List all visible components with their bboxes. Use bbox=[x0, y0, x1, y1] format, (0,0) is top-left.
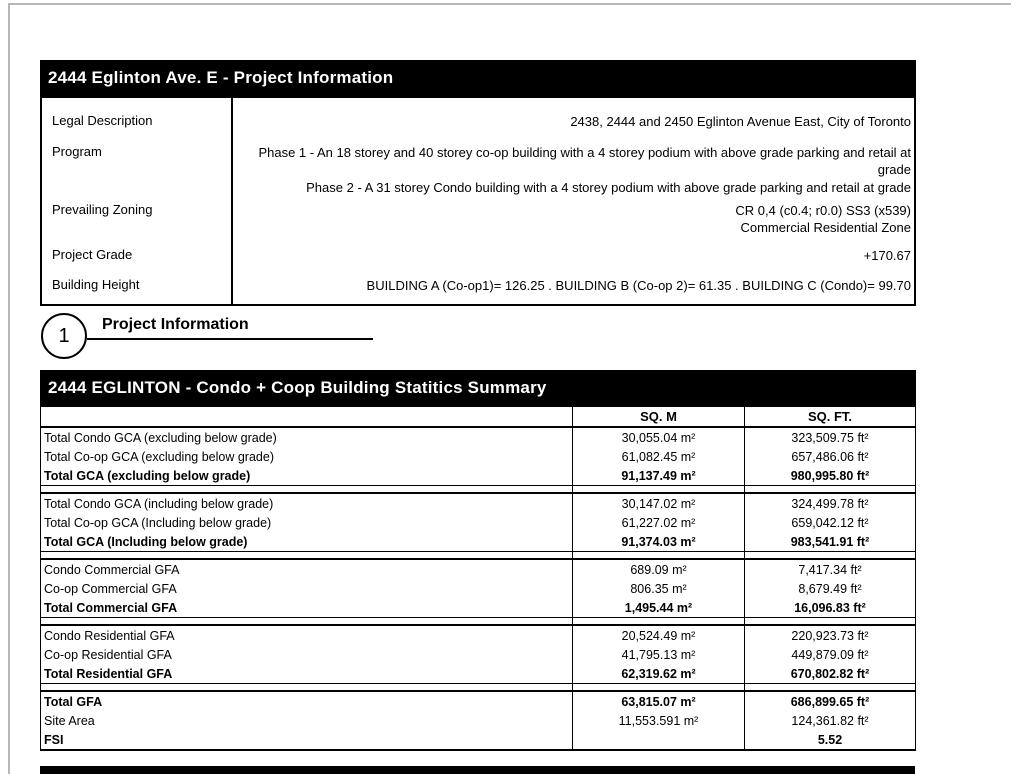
value-line: Commercial Residential Zone bbox=[740, 220, 911, 235]
sqm-value bbox=[573, 730, 745, 749]
table-row bbox=[41, 598, 915, 617]
sqm-value: 63,815.07 m² bbox=[573, 692, 745, 711]
group-spacer-row bbox=[41, 683, 915, 692]
sqft-value: 449,879.09 ft² bbox=[791, 647, 869, 662]
sqft-value: 659,042.12 ft² bbox=[791, 515, 869, 530]
stats-col-header-empty bbox=[41, 407, 573, 426]
table-row bbox=[41, 560, 915, 579]
row-label: Total GCA (excluding below grade) bbox=[41, 466, 573, 485]
value-line: +170.67 bbox=[863, 248, 911, 263]
table-row bbox=[41, 711, 915, 730]
sqm-value: 30,147.02 m² bbox=[573, 494, 745, 513]
sqft-value: 324,499.78 ft² bbox=[791, 496, 869, 511]
row-label: Total Condo GCA (excluding below grade) bbox=[41, 428, 573, 447]
stats-column-header-row bbox=[41, 407, 915, 428]
table-row bbox=[42, 240, 914, 270]
value-line: CR 0,4 (c0.4; r0.0) SS3 (x539) bbox=[735, 203, 911, 218]
table-row bbox=[41, 513, 915, 532]
sqft-value: 983,541.91 ft² bbox=[790, 534, 870, 549]
row-label: Site Area bbox=[41, 711, 573, 730]
table-row bbox=[41, 532, 915, 551]
spacer-cell bbox=[41, 684, 573, 690]
sqm-value: 11,553.591 m² bbox=[573, 711, 745, 730]
sqm-value: 91,137.49 m² bbox=[573, 466, 745, 485]
row-label: Total Condo GCA (including below grade) bbox=[41, 494, 573, 513]
group-spacer-row bbox=[41, 551, 915, 560]
row-label: Total Residential GFA bbox=[41, 664, 573, 683]
sqft-value: 980,995.80 ft² bbox=[790, 468, 870, 483]
sqft-value: 8,679.49 ft² bbox=[798, 581, 862, 596]
row-value bbox=[233, 196, 914, 240]
table-row bbox=[41, 579, 915, 598]
spacer-cell bbox=[573, 486, 745, 492]
row-value bbox=[233, 240, 914, 270]
table-row bbox=[41, 730, 915, 749]
sqft-value: 323,509.75 ft² bbox=[791, 430, 869, 445]
next-section-header-cutoff bbox=[40, 766, 915, 774]
stats-title: 2444 EGLINTON - Condo + Coop Building Statitics Summary bbox=[48, 378, 547, 397]
callout-title: Project Information bbox=[102, 316, 249, 333]
value-line: 2438, 2444 and 2450 Eglinton Avenue East, City of Toronto bbox=[570, 114, 911, 129]
table-row bbox=[42, 196, 914, 240]
sqm-value: 806.35 m² bbox=[573, 579, 745, 598]
value-line: Phase 2 - A 31 storey Condo building with a 4 storey podium with above grade parking and retail at grade bbox=[306, 180, 911, 195]
stats-col-header-sqft: SQ. FT. bbox=[807, 409, 853, 424]
callout-line bbox=[87, 338, 373, 340]
row-label: Total GCA (Including below grade) bbox=[41, 532, 573, 551]
sqft-value: 670,802.82 ft² bbox=[790, 666, 870, 681]
table-row bbox=[42, 98, 914, 140]
sqft-value: 7,417.34 ft² bbox=[798, 562, 862, 577]
spacer-cell bbox=[745, 618, 915, 624]
project-info-table bbox=[40, 96, 916, 306]
row-label: Co-op Residential GFA bbox=[41, 645, 573, 664]
sqm-value: 1,495.44 m² bbox=[573, 598, 745, 617]
spacer-cell bbox=[745, 552, 915, 558]
table-row bbox=[41, 466, 915, 485]
callout-circle bbox=[41, 313, 87, 359]
row-label: Total Commercial GFA bbox=[41, 598, 573, 617]
table-row bbox=[41, 692, 915, 711]
table-row bbox=[41, 645, 915, 664]
sqm-value: 91,374.03 m² bbox=[573, 532, 745, 551]
sqm-value: 62,319.62 m² bbox=[573, 664, 745, 683]
row-label: Legal Description bbox=[42, 98, 233, 140]
value-line: Phase 1 - An 18 storey and 40 storey co-op building with a 4 storey podium with above grade parking and retail at grade bbox=[258, 145, 911, 177]
callout-number: 1 bbox=[58, 324, 70, 347]
sqft-value: 220,923.73 ft² bbox=[791, 628, 869, 643]
table-row bbox=[41, 626, 915, 645]
sqft-value: 5.52 bbox=[817, 732, 843, 747]
stats-table bbox=[40, 406, 916, 751]
sqm-value: 61,082.45 m² bbox=[573, 447, 745, 466]
stats-col-header-sqm: SQ. M bbox=[573, 407, 745, 426]
row-label: Total Co-op GCA (excluding below grade) bbox=[41, 447, 573, 466]
sqft-value: 16,096.83 ft² bbox=[794, 600, 866, 615]
row-label: Condo Commercial GFA bbox=[41, 560, 573, 579]
table-row bbox=[42, 140, 914, 196]
spacer-cell bbox=[41, 486, 573, 492]
row-label: FSI bbox=[41, 730, 573, 749]
project-info-header-bar bbox=[40, 60, 916, 96]
sqft-value: 124,361.82 ft² bbox=[791, 713, 869, 728]
row-label: Project Grade bbox=[42, 240, 233, 270]
sqm-value: 30,055.04 m² bbox=[573, 428, 745, 447]
spacer-cell bbox=[41, 618, 573, 624]
table-row bbox=[41, 664, 915, 683]
group-spacer-row bbox=[41, 485, 915, 494]
row-label: Condo Residential GFA bbox=[41, 626, 573, 645]
sqm-value: 61,227.02 m² bbox=[573, 513, 745, 532]
row-value bbox=[233, 270, 914, 304]
table-row bbox=[41, 447, 915, 466]
table-row bbox=[41, 494, 915, 513]
row-value bbox=[233, 140, 914, 196]
row-label: Prevailing Zoning bbox=[42, 196, 233, 240]
spacer-cell bbox=[573, 618, 745, 624]
spacer-cell bbox=[573, 684, 745, 690]
value-line: BUILDING A (Co-op1)= 126.25 . BUILDING B (Co-op 2)= 61.35 . BUILDING C (Condo)= 99.70 bbox=[366, 278, 911, 293]
row-label: Co-op Commercial GFA bbox=[41, 579, 573, 598]
group-spacer-row bbox=[41, 617, 915, 626]
sqm-value: 689.09 m² bbox=[573, 560, 745, 579]
project-info-title: 2444 Eglinton Ave. E - Project Information bbox=[48, 68, 394, 87]
spacer-cell bbox=[745, 684, 915, 690]
row-label: Building Height bbox=[42, 270, 233, 304]
spacer-cell bbox=[745, 486, 915, 492]
spacer-cell bbox=[573, 552, 745, 558]
table-row bbox=[42, 270, 914, 304]
sqm-value: 41,795.13 m² bbox=[573, 645, 745, 664]
sqft-value: 657,486.06 ft² bbox=[791, 449, 869, 464]
row-label: Total Co-op GCA (Including below grade) bbox=[41, 513, 573, 532]
stats-header-bar bbox=[40, 370, 916, 406]
spacer-cell bbox=[41, 552, 573, 558]
row-label: Total GFA bbox=[41, 692, 573, 711]
table-row bbox=[41, 428, 915, 447]
sqft-value: 686,899.65 ft² bbox=[790, 694, 870, 709]
row-label: Program bbox=[42, 140, 233, 196]
sqm-value: 20,524.49 m² bbox=[573, 626, 745, 645]
row-value bbox=[233, 98, 914, 140]
